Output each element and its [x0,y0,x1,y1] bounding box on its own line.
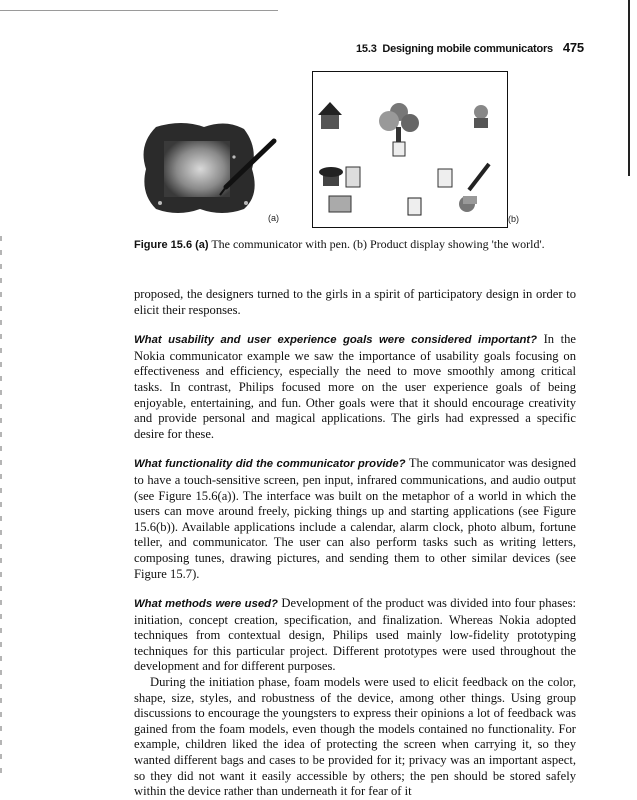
heading-methods: What methods were used? [134,598,278,611]
letter-icon [408,198,421,215]
section-title: Designing mobile communicators [382,43,553,55]
heading-usability: What usability and user experience goals were considered important? [134,334,538,347]
caption-a-text: The communicator with pen. [211,237,350,251]
body-text [134,287,576,800]
page-number: 475 [562,40,584,55]
caption-b-text: Product display showing 'the world'. [369,237,545,251]
pen-icon [469,164,489,190]
paragraph-intro: proposed, the designers turned to the girls in a spirit of participatory design in order to elicit their responses. [134,287,576,317]
caption-b-label: (b) [352,237,367,251]
figure-number: Figure 15.6 [134,239,193,251]
figure-b-label: (b) [508,214,519,224]
running-header [356,40,584,55]
house-icon [321,113,339,129]
figure-b-product-display [312,71,508,228]
figure-caption [134,237,604,252]
figure-b-world-icons [313,72,507,227]
bird-icon [474,118,488,128]
figure-a-communicator-illustration [134,117,284,219]
text-usability: In the Nokia communicator example we saw the importance of usability goals focusing on effectiveness and efficiency, especially the need to move smoothly among critical tasks. In contrast, Philips focused more on the user experience goals of being enjoyable, entertaining, and fun. Other goals were that it should encourage creativity and provide personal and magical applications. The girls had expressed a specific desire for these. [134,332,576,441]
figure-a-label: (a) [268,213,279,223]
paragraph-functionality [134,456,576,582]
left-margin-marks [0,236,2,781]
card-icon [346,167,360,187]
paragraph-methods [134,596,576,675]
text-methods: Development of the product was divided into four phases: initiation, concept creation, specification, and finalization. Whereas Nokia adopted techniques from contextual design, Philips used mainly low-fidelity prototyping techniques for this particular project. Different prototypes were used throughout the development and for different purposes. [134,596,576,674]
phone-icon [329,196,351,212]
heading-functionality: What functionality did the communicator provide? [134,458,406,471]
paragraph-initiation: During the initiation phase, foam models were used to elicit feedback on the color, shape, size, styles, and robustness of the device, among other things. Using group discussions to encourage the youngsters to express their opinions a lot of feedback was gained from the foam models, even though the models contained no functionality. For example, children liked the idea of protecting the screen when carrying it, so they wanted different bags and cases to be provided for it; privacy was an important aspect, so they did not want it easily accessible by others; the pen should be stored safely within the device rather than underneath it for fear of it [134,675,576,799]
section-number: 15.3 [356,43,377,55]
paragraph-usability [134,332,576,442]
stamp-icon [438,169,452,187]
right-margin-bar [628,0,630,176]
top-rule [0,10,278,11]
caption-a-label: (a) [195,239,209,251]
text-functionality: The communicator was designed to have a touch-sensitive screen, pen input, infrared communications, and audio output (see Figure 15.6(a)). The interface was built on the metaphor of a world in which the users can move around freely, picking things up and starting applications (see Figure 15.6(b)). Available applications include a calendar, alarm clock, photo album, fortune teller, and communicator. The user can also perform tasks such as writing letters, composing tunes, drawing pictures, and sending them to other similar devices (see Figure 15.7). [134,456,576,581]
